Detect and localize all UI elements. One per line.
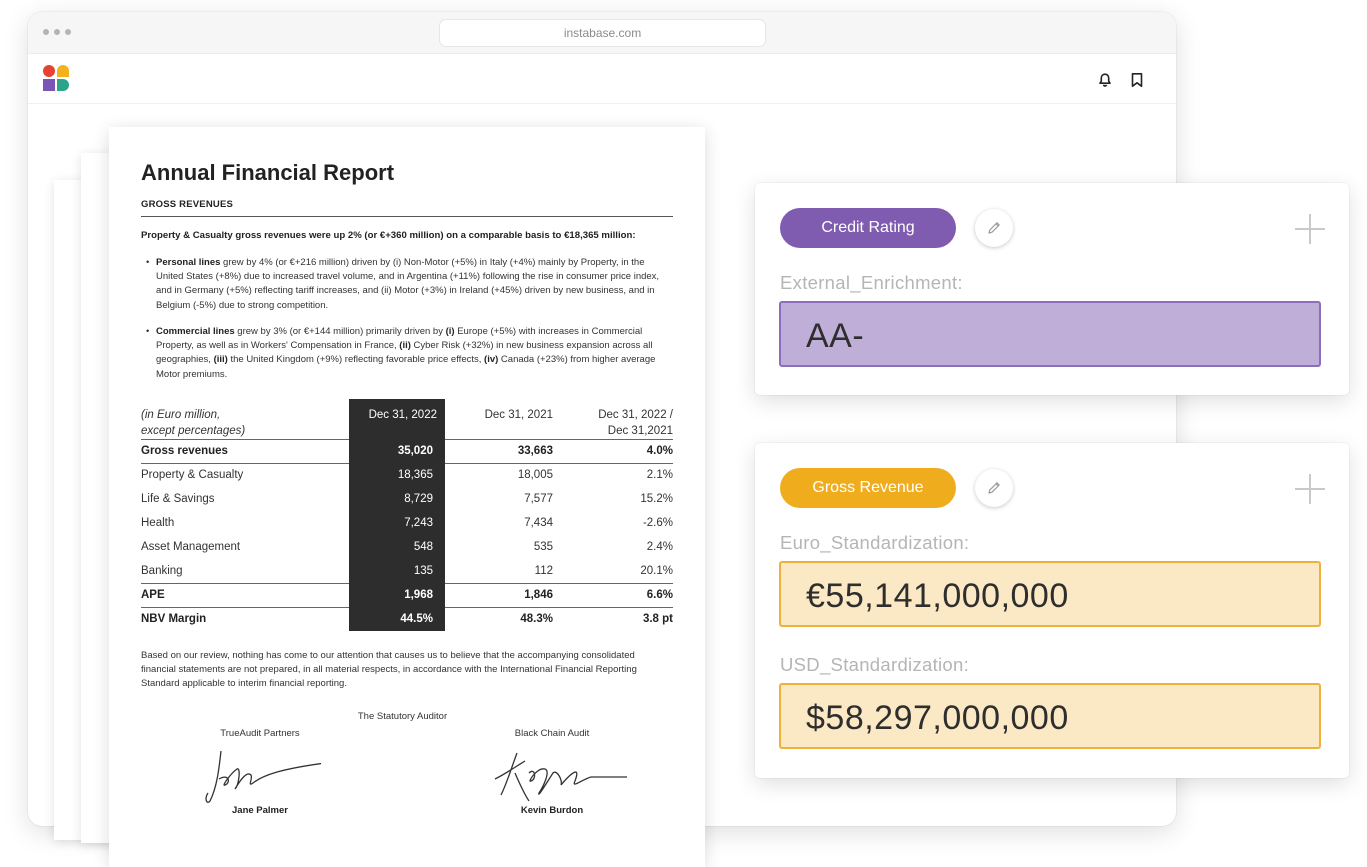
table-row xyxy=(141,511,673,535)
window-dot[interactable] xyxy=(43,29,49,35)
window-dot[interactable] xyxy=(54,29,60,35)
table-header-label xyxy=(141,407,245,439)
row-label: Gross revenues xyxy=(141,445,228,457)
review-statement: Based on our review, nothing has come to our attention that causes us to believe that the accompanying consolidated financial statements are not prepared, in all material respects, in accordance with the International Financial Reporting Standard applicable to interim financial reporting. xyxy=(141,650,637,690)
section-heading: GROSS REVENUES xyxy=(141,199,234,210)
bullet-title: Personal lines xyxy=(156,257,221,268)
lead-paragraph: Property & Casualty gross revenues were up 2% (or €+360 million) on a comparable basis to €18,365 million: xyxy=(141,230,636,241)
document-page xyxy=(109,127,705,867)
external-enrichment-field[interactable]: AA- xyxy=(779,301,1321,367)
pencil-icon xyxy=(986,220,1002,236)
value-change: 2.1% xyxy=(646,469,673,481)
value-2021: 112 xyxy=(534,565,553,577)
field-label: Euro_Standardization: xyxy=(780,532,970,553)
credit-rating-tag[interactable]: Credit Rating xyxy=(780,208,956,248)
value-2021: 18,005 xyxy=(517,469,553,481)
bullet-title: Commercial lines xyxy=(156,326,235,337)
usd-standardization-field[interactable]: $58,297,000,000 xyxy=(779,683,1321,749)
bullet-text: Cyber Risk (+32%) in new business expansion across all geographies, xyxy=(156,340,653,366)
column-header-2022: Dec 31, 2022 xyxy=(368,409,437,421)
value-2021: 7,577 xyxy=(524,493,553,505)
value-2021: 535 xyxy=(533,541,553,553)
plus-icon[interactable] xyxy=(1294,473,1326,505)
header-line: Dec 31,2021 xyxy=(607,425,673,437)
value-change: 2.4% xyxy=(646,541,673,553)
address-bar[interactable]: instabase.com xyxy=(439,19,766,47)
value-change: -2.6% xyxy=(642,517,673,529)
app-logo[interactable] xyxy=(43,65,71,93)
table-row xyxy=(141,439,673,463)
gross-revenue-tag[interactable]: Gross Revenue xyxy=(780,468,956,508)
header-line: Dec 31, 2022 / xyxy=(598,409,673,421)
app-header xyxy=(28,54,1176,104)
divider xyxy=(141,216,673,217)
bookmark-icon[interactable] xyxy=(1129,72,1145,88)
pencil-icon xyxy=(986,480,1002,496)
value-change: 15.2% xyxy=(640,493,673,505)
field-label: USD_Standardization: xyxy=(780,654,970,675)
table-row xyxy=(141,487,673,511)
header-line: (in Euro million, xyxy=(141,409,221,421)
value-2021: 7,434 xyxy=(524,517,553,529)
value-2022: 35,020 xyxy=(397,445,433,457)
row-label: NBV Margin xyxy=(141,613,207,625)
document-title: Annual Financial Report xyxy=(141,160,395,185)
edit-button[interactable] xyxy=(975,209,1013,247)
signature-jane-palmer xyxy=(201,743,321,807)
value-2022: 135 xyxy=(413,565,433,577)
table-row xyxy=(141,535,673,559)
bullet-text: Canada (+23%) from higher average Motor premiums. xyxy=(156,354,656,380)
bullet-text: Europe (+5%) with increases in Commercial Property, as well as in Workers' Compensation in France, xyxy=(156,326,643,352)
row-label: Property & Casualty xyxy=(141,469,244,481)
value-2021: 1,846 xyxy=(524,589,553,601)
row-label: APE xyxy=(141,589,165,601)
bullet-marker: (i) xyxy=(445,326,455,337)
value-2022: 18,365 xyxy=(397,469,433,481)
browser-titlebar xyxy=(28,12,1176,54)
window-dot[interactable] xyxy=(65,29,71,35)
revenue-table xyxy=(141,399,673,631)
value-2022: 548 xyxy=(413,541,433,553)
table-row xyxy=(141,583,673,607)
bullet-commercial-lines xyxy=(156,325,671,382)
row-label: Life & Savings xyxy=(141,493,215,505)
value-2021: 48.3% xyxy=(520,613,553,625)
bell-icon[interactable] xyxy=(1097,72,1113,88)
window-controls xyxy=(43,29,71,35)
firm-name: TrueAudit Partners xyxy=(220,728,300,739)
table-row xyxy=(141,607,673,631)
value-2022: 7,243 xyxy=(404,517,433,529)
signer-name: Jane Palmer xyxy=(232,805,288,816)
plus-icon[interactable] xyxy=(1294,213,1326,245)
row-label: Banking xyxy=(141,565,183,577)
field-label: External_Enrichment: xyxy=(780,272,963,293)
edit-button[interactable] xyxy=(975,469,1013,507)
bullet-marker: (iv) xyxy=(484,354,499,366)
row-label: Health xyxy=(141,517,175,529)
bullet-text: grew by 3% (or €+144 million) primarily driven by xyxy=(234,326,446,337)
signer-name: Kevin Burdon xyxy=(520,805,584,816)
firm-name: Black Chain Audit xyxy=(514,728,590,739)
auditor-heading: The Statutory Auditor xyxy=(357,711,448,722)
value-2021: 33,663 xyxy=(517,445,553,457)
bullet-marker: (ii) xyxy=(399,340,411,352)
header-line: except percentages) xyxy=(141,425,246,437)
value-2022: 1,968 xyxy=(404,589,433,601)
value-change: 20.1% xyxy=(640,565,673,577)
table-row xyxy=(141,559,673,583)
signature-kevin-burdon xyxy=(471,743,631,807)
value-change: 4.0% xyxy=(646,445,673,457)
column-header-2021: Dec 31, 2021 xyxy=(484,409,553,421)
value-change: 6.6% xyxy=(646,589,673,601)
credit-rating-card xyxy=(755,183,1349,395)
row-label: Asset Management xyxy=(141,541,241,553)
euro-standardization-field[interactable]: €55,141,000,000 xyxy=(779,561,1321,627)
bullet-marker: (iii) xyxy=(213,354,228,366)
value-2022: 44.5% xyxy=(400,613,433,625)
bullet-text: grew by 4% (or €+216 million) driven by (i) Non-Motor (+5%) in Italy (+4%) mainly by Property, in the United States (+8%) due to increased travel volume, and in Argentina (+11%) following the rise in consumer price index, and in Germany (+5%) reflecting tariff increases, and (ii) Motor (+3%) in Ireland (+45%) driven by new business, and in Belgium (-5%) due to strong competition. xyxy=(156,257,660,311)
value-2022: 8,729 xyxy=(404,493,433,505)
gross-revenue-card xyxy=(755,443,1349,778)
column-header-change xyxy=(553,407,673,439)
table-row xyxy=(141,463,673,487)
value-change: 3.8 pt xyxy=(642,613,673,625)
bullet-text: the United Kingdom (+9%) reflecting favorable price effects, xyxy=(227,354,485,366)
bullet-personal-lines xyxy=(156,256,671,313)
